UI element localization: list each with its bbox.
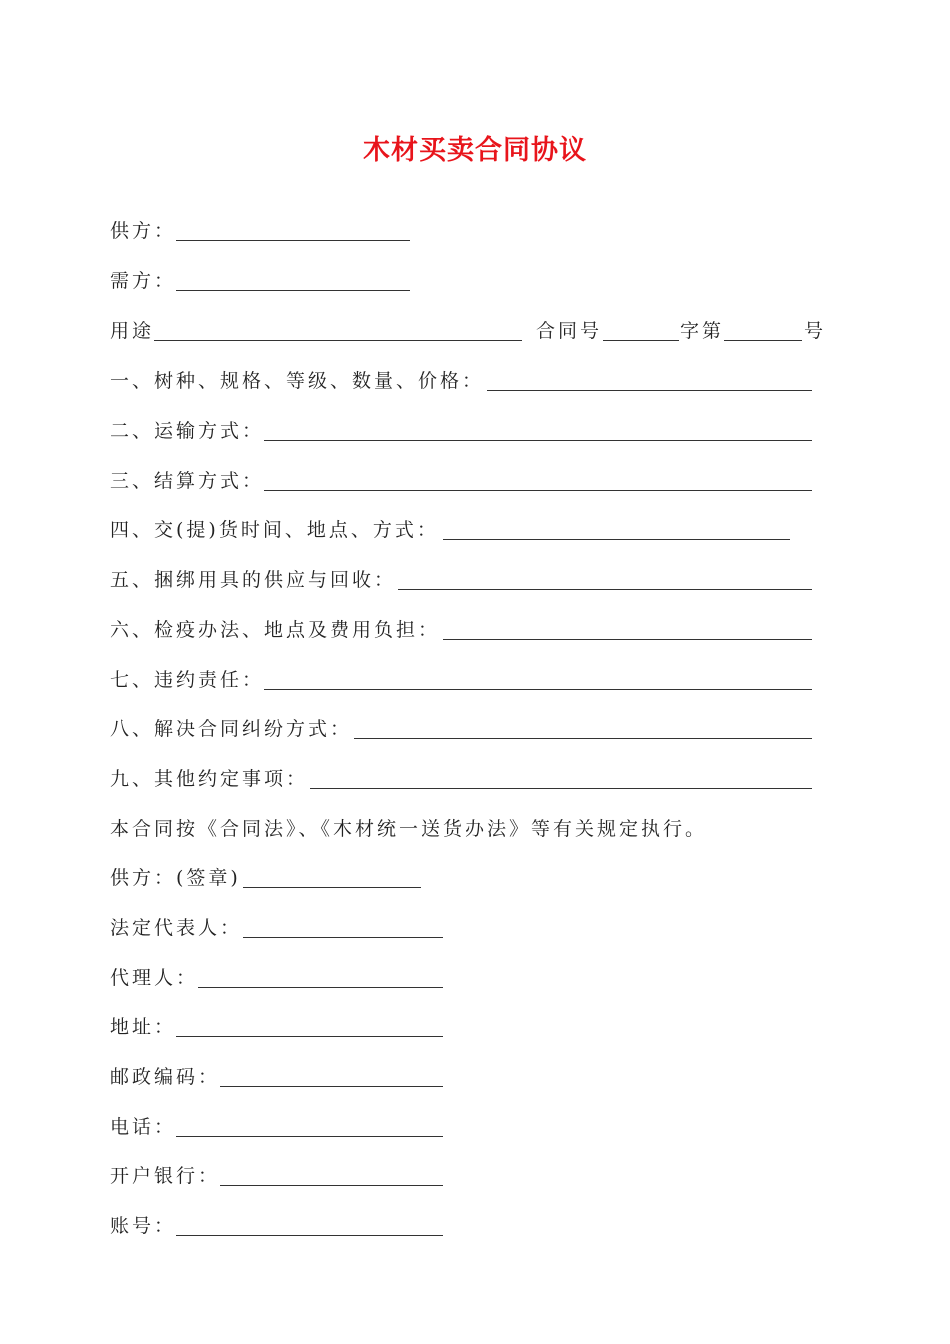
agent-blank[interactable] [198,987,443,988]
hao-label: 号 [804,320,827,342]
page-title: 木材买卖合同协议 [363,135,587,166]
item-quarantine-blank[interactable] [443,639,812,640]
item-quarantine: 六、检疫办法、地点及费用负担： [110,619,441,641]
legal-rep-blank[interactable] [243,937,443,938]
account-label: 账号： [110,1215,177,1237]
item-other-blank[interactable] [310,788,812,789]
legal-rep-label: 法定代表人： [110,917,243,939]
bank-blank[interactable] [220,1185,443,1186]
item-other: 九、其他约定事项： [110,768,309,790]
item-species-blank[interactable] [487,390,812,391]
item-dispute: 八、解决合同纠纷方式： [110,718,353,740]
item-delivery-blank[interactable] [443,539,790,540]
item-binding-blank[interactable] [398,589,812,590]
contract-number-blank[interactable] [724,340,802,341]
item-transport: 二、运输方式： [110,420,265,442]
item-liability: 七、违约责任： [110,669,265,691]
item-binding: 五、捆绑用具的供应与回收： [110,569,397,591]
phone-blank[interactable] [176,1136,443,1137]
agent-label: 代理人： [110,967,199,989]
seal-blank[interactable] [243,887,421,888]
usage-label: 用途 [110,320,155,342]
item-delivery: 四、交(提)货时间、地点、方式： [110,519,439,541]
supplier-blank[interactable] [176,240,410,241]
address-blank[interactable] [176,1036,443,1037]
zi-di-label: 字第 [680,320,725,342]
item-dispute-blank[interactable] [354,738,812,739]
postcode-blank[interactable] [220,1086,443,1087]
bank-label: 开户银行： [110,1165,221,1187]
contract-no-label: 合同号 [536,320,603,342]
item-species: 一、树种、规格、等级、数量、价格： [110,370,485,392]
phone-label: 电话： [110,1116,177,1138]
legal-basis: 本合同按《合同法》、《木材统一送货办法》等有关规定执行。 [110,818,708,840]
seal-label: 供方：(签章) [110,867,241,889]
item-settlement: 三、结算方式： [110,470,265,492]
postcode-label: 邮政编码： [110,1066,221,1088]
address-label: 地址： [110,1016,177,1038]
supplier-label: 供方： [110,220,177,242]
item-transport-blank[interactable] [264,440,812,441]
item-liability-blank[interactable] [264,689,812,690]
contract-prefix-blank[interactable] [603,340,679,341]
buyer-label: 需方： [110,270,177,292]
usage-blank[interactable] [154,340,522,341]
buyer-blank[interactable] [176,290,410,291]
account-blank[interactable] [176,1235,443,1236]
item-settlement-blank[interactable] [264,490,812,491]
